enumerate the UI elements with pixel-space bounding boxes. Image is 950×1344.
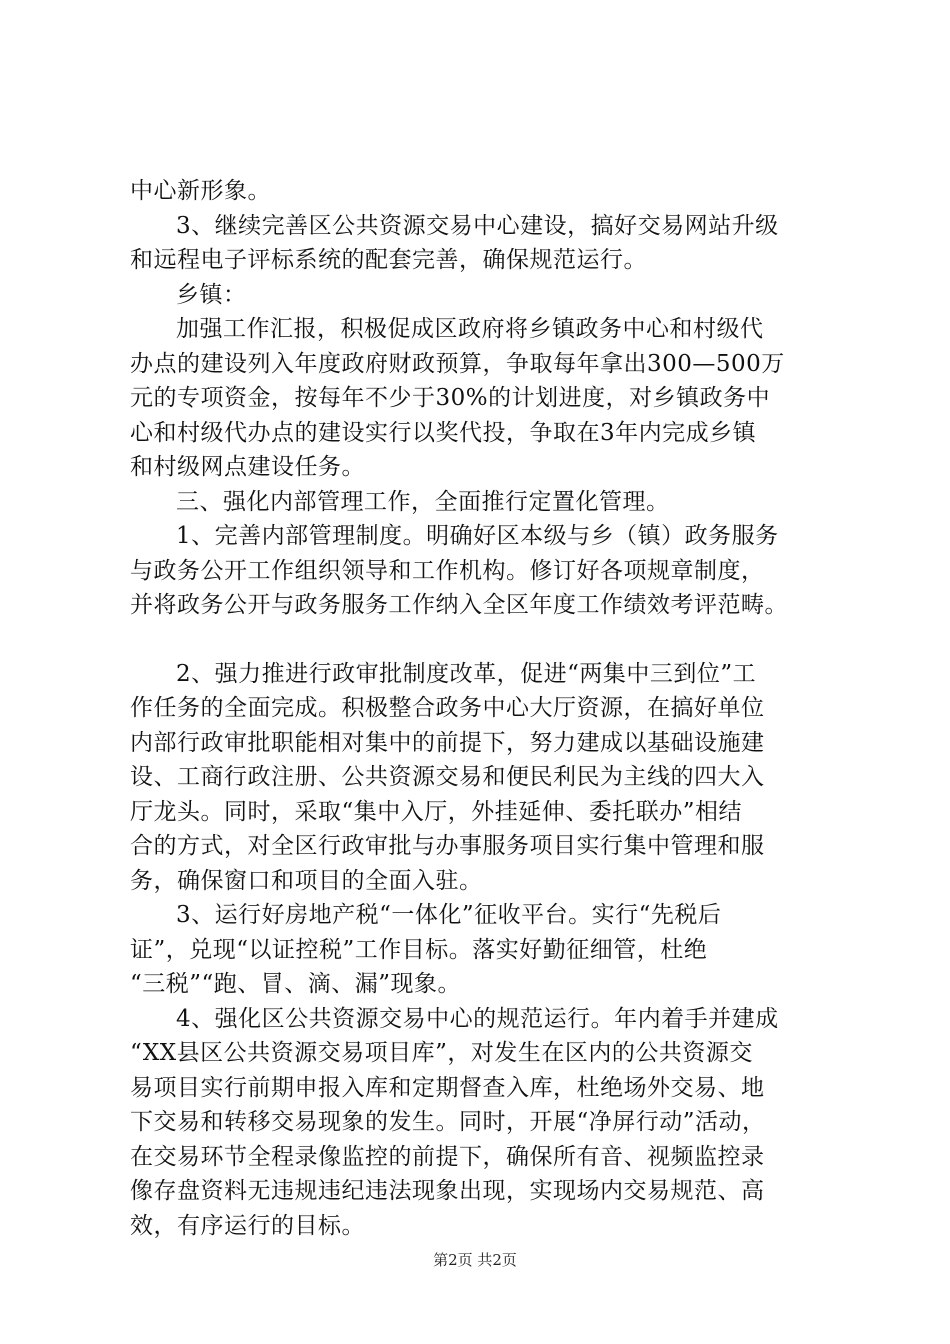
- text-line: 3、运行好房地产税“一体化”征收平台。实行“先税后: [176, 902, 722, 928]
- text-line: 下交易和转移交易现象的发生。同时，开展“净屏行动”活动，: [130, 1109, 766, 1135]
- text-line: 证”，兑现“以证控税”工作目标。落实好勤征细管，杜绝: [130, 936, 708, 963]
- page-number-footer: 第2页 共2页: [433, 1251, 517, 1269]
- text-line: 3、继续完善区公共资源交易中心建设，搞好交易网站升级: [176, 212, 779, 239]
- text-line: 厅龙头。同时，采取“集中入厅，外挂延伸、委托联办”相结: [130, 798, 743, 825]
- text-line: 2、强力推进行政审批制度改革，促进“两集中三到位”工: [176, 660, 757, 687]
- text-line: 4、强化区公共资源交易中心的规范运行。年内着手并建成: [176, 1005, 779, 1032]
- section-heading: 三、强化内部管理工作，全面推行定置化管理。: [176, 488, 670, 515]
- text-line: 作任务的全面完成。积极整合政务中心大厅资源，在搞好单位: [130, 695, 765, 721]
- text-line: “XX县区公共资源交易项目库”，对发生在区内的公共资源交: [130, 1040, 753, 1066]
- text-line: 在交易环节全程录像监控的前提下，确保所有音、视频监控录: [130, 1143, 765, 1170]
- text-line: 易项目实行前期申报入库和定期督查入库，杜绝场外交易、地: [130, 1074, 765, 1101]
- text-line: 务，确保窗口和项目的全面入驻。: [130, 867, 483, 894]
- text-line: 和村级网点建设任务。: [130, 454, 365, 480]
- text-line: 1、完善内部管理制度。明确好区本级与乡（镇）政务服务: [176, 523, 779, 549]
- document-body: [130, 174, 840, 1243]
- text-line: “三税”“跑、冒、滴、漏”现象。: [130, 971, 462, 997]
- text-line: 效，有序运行的目标。: [130, 1212, 365, 1239]
- text-line: 与政务公开工作组织领导和工作机构。修订好各项规章制度，: [130, 557, 765, 584]
- section-heading-township: 乡镇：: [176, 281, 247, 308]
- text-line: 和远程电子评标系统的配套完善，确保规范运行。: [130, 247, 647, 273]
- text-line: 像存盘资料无违规违纪违法现象出现，实现场内交易规范、高: [130, 1178, 765, 1204]
- text-line: 合的方式，对全区行政审批与办事服务项目实行集中管理和服: [130, 833, 765, 859]
- text-line: 并将政务公开与政务服务工作纳入全区年度工作绩效考评范畴。: [130, 592, 788, 618]
- text-line: 办点的建设列入年度政府财政预算，争取每年拿出300—500万: [130, 350, 785, 377]
- text-line: 内部行政审批职能相对集中的前提下，努力建成以基础设施建: [130, 729, 765, 756]
- paragraph-gap: [130, 623, 840, 657]
- text-line: 设、工商行政注册、公共资源交易和便民利民为主线的四大入: [130, 764, 765, 790]
- text-line: 心和村级代办点的建设实行以奖代投，争取在3年内完成乡镇: [130, 419, 757, 446]
- text-line: 元的专项资金，按每年不少于30%的计划进度，对乡镇政务中: [130, 385, 771, 411]
- text-line: 加强工作汇报，积极促成区政府将乡镇政务中心和村级代: [176, 316, 764, 342]
- text-line: 中心新形象。: [130, 178, 271, 204]
